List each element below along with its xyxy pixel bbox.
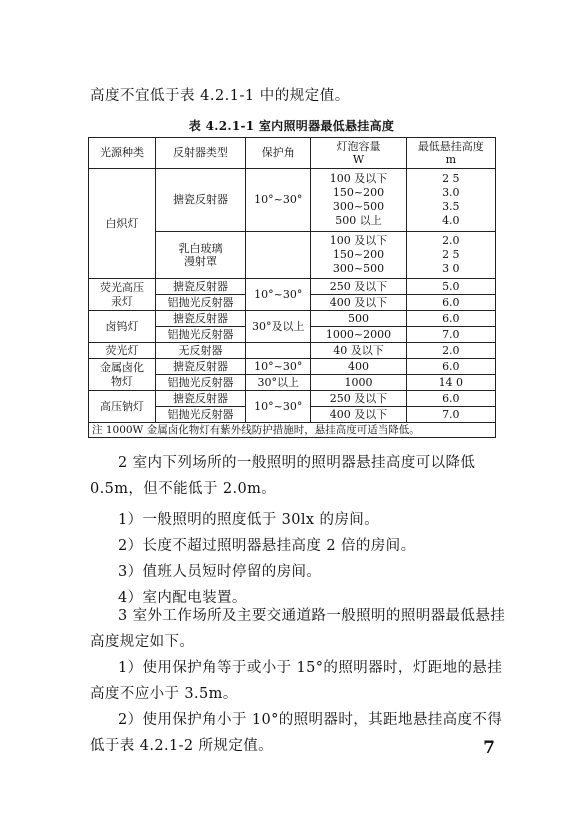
header-min-height-unit: m (445, 153, 457, 166)
list-item: 4）室内配电装置。 (118, 590, 247, 606)
cell-height: 14 0 (406, 375, 495, 391)
table-note-row (89, 423, 496, 438)
header-light-source: 光源种类 (89, 138, 156, 169)
list-item: 100 及以下 (329, 172, 388, 185)
cell-enamel-reflector: 搪瓷反射器 (155, 311, 245, 327)
cell-capacity-list (311, 169, 406, 232)
cell-height: 6.0 (406, 295, 495, 311)
cell-angle-empty (246, 232, 311, 279)
paragraph-5: 2）使用保护角小于 10°的照明器时，其距地悬挂高度不得低于表 4.2.1-2 所规定值。 (90, 712, 503, 754)
list-item: 2.0 (442, 234, 460, 247)
cell-halogen: 卤钨灯 (89, 311, 156, 343)
list-item: 150~200 (332, 186, 385, 199)
header-min-height-line1: 最低悬挂高度 (417, 139, 484, 153)
cell-angle-empty (246, 343, 311, 359)
cell-no-reflector: 无反射器 (155, 343, 245, 359)
cell-enamel-reflector: 搪瓷反射器 (155, 359, 245, 375)
cell-height: 2.0 (406, 343, 495, 359)
paragraph-3: 3 室外工作场所及主要交通道路一般照明的照明器最低悬挂高度规定如下。 (90, 608, 506, 650)
cell-angle: 30°及以上 (246, 311, 311, 343)
cell-incandescent: 白炽灯 (89, 169, 156, 279)
cell-metal-halide-line2: 物灯 (110, 374, 133, 388)
list-item: 100 及以下 (329, 234, 388, 247)
list-item: 2 5 (442, 248, 460, 261)
cell-capacity: 250 及以下 (311, 391, 406, 407)
paragraph-4: 1）使用保护角等于或小于 15°的照明器时，灯距地的悬挂高度不应小于 3.5m。 (90, 660, 503, 702)
header-lamp-capacity-unit: W (352, 153, 365, 166)
paragraph-2: 2 室内下列场所的一般照明的照明器悬挂高度可以降低 0.5m，但不能低于 2.0m。 (90, 455, 476, 497)
cell-milk-glass (155, 232, 245, 279)
cell-height-list (406, 169, 495, 232)
list-item: 300~500 (332, 262, 385, 275)
list-item: 4.0 (442, 214, 460, 227)
header-min-height (406, 138, 495, 169)
table-row (89, 169, 496, 232)
header-reflector-type: 反射器类型 (155, 138, 245, 169)
cell-capacity-list (311, 232, 406, 279)
list-item: 3.0 (442, 186, 460, 199)
cell-enamel-reflector: 搪瓷反射器 (155, 391, 245, 407)
cell-angle: 10°~30° (246, 359, 311, 375)
list-item: 3 0 (442, 262, 460, 275)
cell-height: 6.0 (406, 391, 495, 407)
header-lamp-capacity-line1: 灯泡容量 (336, 139, 381, 153)
cell-enamel-reflector: 搪瓷反射器 (155, 279, 245, 295)
intro-text: 高度不宜低于表 4.2.1-1 中的规定值。 (90, 88, 350, 104)
cell-aluminum-reflector: 铝抛光反射器 (155, 375, 245, 391)
cell-height: 5.0 (406, 279, 495, 295)
table-caption: 表 4.2.1-1 室内照明器最低悬挂高度 (188, 119, 395, 133)
table-row (89, 343, 496, 359)
table-row (89, 279, 496, 295)
table-row (89, 391, 496, 407)
cell-capacity: 400 (311, 359, 406, 375)
cell-angle: 30°以上 (246, 375, 311, 391)
cell-aluminum-reflector: 铝抛光反射器 (155, 295, 245, 311)
cell-capacity: 400 及以下 (311, 407, 406, 423)
cell-capacity: 1000 (311, 375, 406, 391)
cell-hp-mercury-line1: 荧光高压 (99, 281, 144, 295)
cell-metal-halide-line1: 金属卤化 (99, 361, 144, 375)
cell-capacity: 500 (311, 311, 406, 327)
table-note: 注 1000W 金属卤化物灯有紫外线防护措施时，悬挂高度可适当降低。 (89, 423, 496, 438)
list-item: 2 5 (442, 172, 460, 185)
cell-capacity: 40 及以下 (311, 343, 406, 359)
list-item: 150~200 (332, 248, 385, 261)
list-item: 2）长度不超过照明器悬挂高度 2 倍的房间。 (118, 538, 416, 554)
cell-height: 6.0 (406, 311, 495, 327)
table-row (89, 359, 496, 375)
cell-height-list (406, 232, 495, 279)
page-number: 7 (483, 738, 495, 758)
cell-fluorescent: 荧光灯 (89, 343, 156, 359)
table-header-row (89, 138, 496, 169)
cell-hp-sodium: 高压钠灯 (89, 391, 156, 423)
cell-angle: 10°~30° (246, 391, 311, 423)
cell-milk-glass-line2: 漫射罩 (184, 255, 218, 268)
header-lamp-capacity (311, 138, 406, 169)
cell-capacity: 400 及以下 (311, 295, 406, 311)
cell-capacity: 250 及以下 (311, 279, 406, 295)
list-item: 3）值班人员短时停留的房间。 (118, 564, 322, 580)
cell-hp-mercury-line2: 汞灯 (110, 294, 133, 308)
table-row (89, 311, 496, 327)
list-item: 1）一般照明的照度低于 30lx 的房间。 (118, 512, 380, 528)
cell-metal-halide (89, 359, 156, 391)
cell-height: 6.0 (406, 359, 495, 375)
cell-aluminum-reflector: 铝抛光反射器 (155, 327, 245, 343)
list-item: 300~500 (332, 200, 385, 213)
header-protection-angle: 保护角 (246, 138, 311, 169)
list-item: 500 以上 (335, 214, 382, 227)
cell-enamel-reflector: 搪瓷反射器 (155, 169, 245, 232)
cell-angle: 10°~30° (246, 169, 311, 232)
list-item: 3.5 (442, 200, 460, 213)
cell-angle: 10°~30° (246, 279, 311, 311)
cell-aluminum-reflector: 铝抛光反射器 (155, 407, 245, 423)
lighting-height-table (88, 137, 496, 438)
cell-height: 7.0 (406, 407, 495, 423)
cell-height: 7.0 (406, 327, 495, 343)
cell-capacity: 1000~2000 (311, 327, 406, 343)
cell-hp-mercury (89, 279, 156, 311)
cell-milk-glass-line1: 乳白玻璃 (178, 241, 223, 255)
